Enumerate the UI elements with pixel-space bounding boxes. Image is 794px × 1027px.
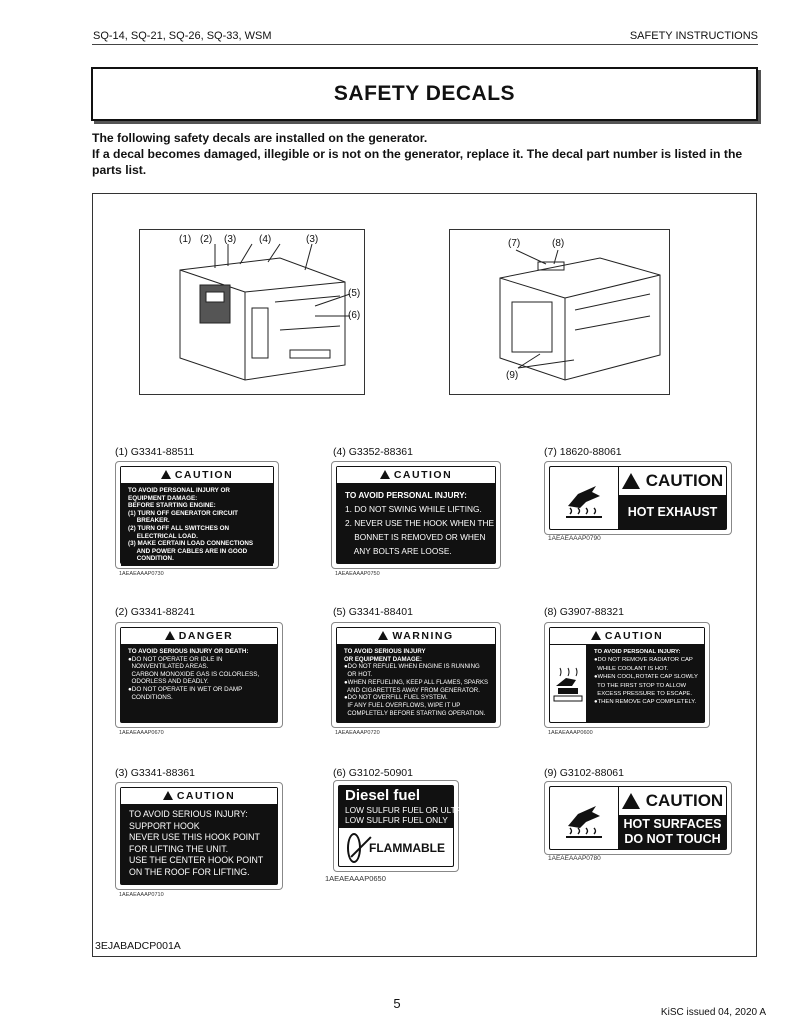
warning-triangle-icon: [161, 470, 171, 479]
intro-line-1: The following safety decals are installed on the generator.: [92, 131, 428, 145]
issue-note: KiSC issued 04, 2020 A: [660, 1007, 766, 1018]
decal-4-body: TO AVOID PERSONAL INJURY: 1. DO NOT SWING WHILE LIFTING. 2. NEVER USE THE HOOK WHEN THE BONNET IS REMOVED OR WHEN ANY BOLTS ARE LOOSE.: [337, 484, 495, 563]
decal-2-label: (2) G3341-88241: [115, 606, 195, 618]
callout-2: (2): [200, 234, 213, 245]
decal-1-body: TO AVOID PERSONAL INJURY OR EQUIPMENT DAMAGE: BEFORE STARTING ENGINE: (1) TURN OFF GENERATOR CIRCUIT BREAKER. (2) TURN OFF ALL SWITCHES ON ELECTRICAL LOAD. (3) MAKE CERTAIN LOAD CONNECTIONS AND POWER CABLES ARE IN GOOD CONDITION.: [121, 484, 273, 566]
decal-1: [115, 461, 279, 569]
decal-9-part: 1AEAEAAAP0780: [548, 855, 601, 862]
decal-4-part: 1AEAEAAAP0750: [335, 571, 380, 577]
decal-8-body: TO AVOID PERSONAL INJURY: ●DO NOT REMOVE RADIATOR CAP WHILE COOLANT IS HOT. ●WHEN COOL,ROTATE CAP SLOWLY TO THE FIRST STOP TO ALLOW EXCESS PRESSURE TO ESCAPE. ●THEN REMOVE CAP COMPLETELY.: [587, 645, 705, 722]
decal-4-heading: CAUTION: [337, 467, 495, 484]
decal-2-part: 1AEAEAAAP0670: [119, 730, 164, 736]
decal-4: [331, 461, 501, 569]
decal-2-body: TO AVOID SERIOUS INJURY OR DEATH: ●DO NOT OPERATE OR IDLE IN NONVENTILATED AREAS. CARBON MONOXIDE GAS IS COLORLESS, ODORLESS AND DEADLY. ●DO NOT OPERATE IN WET OR DAMP CONDITIONS.: [121, 645, 277, 722]
intro-line-2: If a decal becomes damaged, illegible or is not on the generator, replace it. The decal part number is listed in the parts list.: [92, 147, 743, 177]
generator-rear-illustration: [449, 229, 670, 395]
decal-3-label: (3) G3341-88361: [115, 767, 195, 779]
decal-6-heading: Diesel fuel: [339, 786, 453, 805]
page-title: SAFETY DECALS: [91, 67, 758, 121]
decal-4-label: (4) G3352-88361: [333, 446, 413, 458]
decal-8-part: 1AEAEAAAP0600: [548, 730, 593, 736]
decal-3: [115, 782, 283, 890]
decal-6-footer: FLAMMABLE: [339, 829, 453, 866]
figure-reference: 3EJABADCP001A: [95, 940, 181, 952]
no-flame-icon: [347, 833, 361, 863]
callout-3b: (3): [306, 234, 319, 245]
decal-9-label: (9) G3102-88061: [544, 767, 624, 779]
header-models: SQ-14, SQ-21, SQ-26, SQ-33, WSM: [93, 30, 272, 42]
decal-6-label: (6) G3102-50901: [333, 767, 413, 779]
decal-1-part: 1AEAEAAAP0730: [119, 571, 164, 577]
decal-5-heading: WARNING: [337, 628, 495, 645]
decal-9-body: HOT SURFACES DO NOT TOUCH: [619, 816, 726, 849]
header-rule: [92, 44, 758, 45]
decal-2-heading: DANGER: [121, 628, 277, 645]
hot-surface-hand-icon: [550, 467, 619, 529]
warning-triangle-icon: [163, 791, 173, 800]
intro-text: [92, 130, 758, 178]
decal-8: [544, 622, 710, 728]
radiator-cap-icon: [550, 645, 587, 722]
generator-front-drawing: [140, 230, 364, 394]
decal-8-label: (8) G3907-88321: [544, 606, 624, 618]
decal-7-part: 1AEAEAAAP0790: [548, 535, 601, 542]
callout-9: (9): [506, 370, 519, 381]
decal-5-part: 1AEAEAAAP0720: [335, 730, 380, 736]
decal-figure-frame: [92, 193, 757, 957]
warning-triangle-icon: [591, 631, 601, 640]
generator-rear-drawing: [450, 230, 669, 394]
decal-6: [333, 780, 468, 872]
header-section: SAFETY INSTRUCTIONS: [629, 30, 758, 42]
decal-7-label: (7) 18620-88061: [544, 446, 622, 458]
generator-front-illustration: [139, 229, 365, 395]
decal-7: [544, 461, 732, 535]
decal-1-heading: CAUTION: [121, 467, 273, 484]
decal-9-heading: CAUTION: [619, 787, 726, 816]
hot-surface-hand-icon: [550, 787, 619, 849]
decal-3-part: 1AEAEAAAP0710: [119, 892, 164, 898]
decal-6-part: 1AEAEAAAP0650: [325, 874, 386, 883]
warning-triangle-icon: [622, 793, 640, 809]
decal-9: [544, 781, 732, 855]
decal-5-body: TO AVOID SERIOUS INJURY OR EQUIPMENT DAMAGE: ●DO NOT REFUEL WHEN ENGINE IS RUNNING OR HOT. ●WHEN REFUELING, KEEP ALL FLAMES, SPARKS AND CIGARETTES AWAY FROM GENERATOR. ●DO NOT OVERFILL FUEL SYSTEM. IF ANY FUEL OVERFLOWS, WIPE IT UP COMPLETELY BEFORE STARTING OPERATION.: [337, 645, 495, 722]
callout-7: (7): [508, 238, 521, 249]
decal-6-body: LOW SULFUR FUEL OR ULTRA LOW SULFUR FUEL ONLY: [339, 805, 453, 829]
warning-triangle-icon: [165, 631, 175, 640]
decal-5-label: (5) G3341-88401: [333, 606, 413, 618]
page-number: 5: [393, 996, 401, 1011]
warning-triangle-icon: [380, 470, 390, 479]
decal-3-heading: CAUTION: [121, 788, 277, 805]
decal-7-heading: CAUTION: [619, 467, 726, 496]
callout-6: (6): [348, 310, 361, 321]
decal-3-body: TO AVOID SERIOUS INJURY: SUPPORT HOOK NEVER USE THIS HOOK POINT FOR LIFTING THE UNIT. USE THE CENTER HOOK POINT ON THE ROOF FOR LIFTING.: [121, 805, 277, 884]
decal-2: [115, 622, 283, 728]
callout-4: (4): [259, 234, 272, 245]
decal-8-heading: CAUTION: [550, 628, 704, 645]
warning-triangle-icon: [378, 631, 388, 640]
callout-8: (8): [552, 238, 565, 249]
callout-5: (5): [348, 288, 361, 299]
callout-1: (1): [179, 234, 192, 245]
decal-7-body: HOT EXHAUST: [619, 496, 726, 529]
warning-triangle-icon: [622, 473, 640, 489]
decal-1-label: (1) G3341-88511: [115, 446, 195, 458]
decal-5: [331, 622, 501, 728]
callout-3a: (3): [224, 234, 237, 245]
